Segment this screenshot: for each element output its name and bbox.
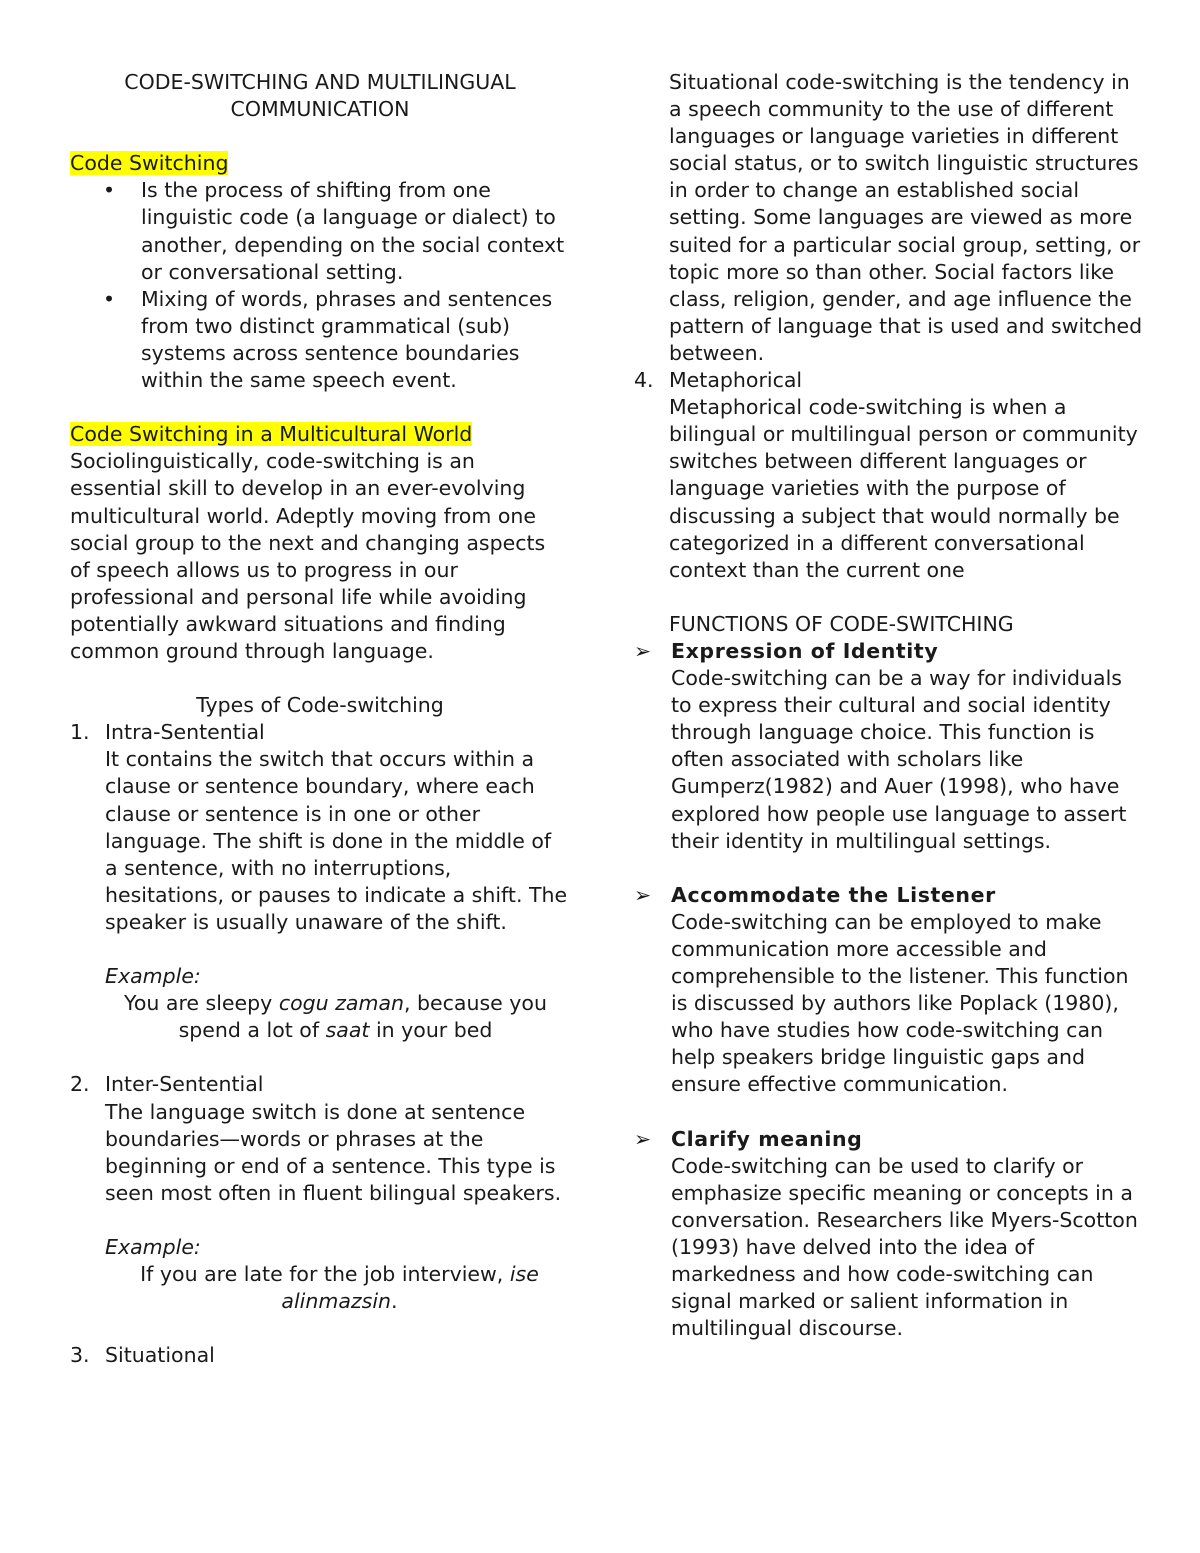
- function-item-identity: [634, 638, 1146, 855]
- function-item-accommodate: [634, 882, 1146, 1099]
- functions-heading-wrap: [634, 611, 1146, 638]
- list-item: [70, 286, 570, 394]
- section-heading-code-switching: [70, 150, 570, 177]
- functions-heading: FUNCTIONS OF CODE-SWITCHING: [669, 611, 1014, 636]
- bullet-text: Mixing of words, phrases and sentences from two distinct grammatical (sub) systems across sentence boundaries within the same speech event.: [141, 286, 553, 393]
- title-line-2: COMMUNICATION: [230, 97, 410, 122]
- function-title: Clarify meaning: [671, 1126, 863, 1151]
- type-description: Situational code-switching is the tendency in a speech community to the use of different languages or language varieties in different social status, or to switch linguistic structures in order to change an established social setting. Some languages are viewed as more suited for a particular social group, setting, or topic more so than other. Social factors like class, religion, gender, and age influence the pattern of language that is used and switched between.: [669, 70, 1143, 365]
- type-name: Metaphorical: [669, 368, 803, 393]
- example-text: You are sleepy: [124, 991, 279, 1016]
- highlighted-heading: Code Switching in a Multicultural World: [70, 422, 473, 447]
- bullet-icon: •: [103, 286, 116, 311]
- list-number: 2.: [70, 1072, 90, 1097]
- bullet-icon: •: [103, 178, 116, 203]
- type-description: The language switch is done at sentence boundaries—words or phrases at the beginning or end of a sentence. This type is seen most often in fluent bilingual speakers.: [105, 1099, 562, 1205]
- function-body: Code-switching can be a way for individuals to express their cultural and social identity through language choice. This function is often associated with scholars like Gumperz(1982) and Auer (1998), who have explored how people use language to assert their identity in multilingual settings.: [671, 666, 1127, 853]
- bullet-text: Is the process of shifting from one linguistic code (a language or dialect) to another, depending on the social context or conversational setting.: [141, 178, 565, 284]
- document-title: [70, 69, 570, 123]
- types-heading: Types of Code-switching: [196, 693, 444, 718]
- type-description: Metaphorical code-switching is when a bilingual or multilingual person or community switches between different languages or language varieties with the purpose of discussing a subject that would normally be categorized in a different conversational context than the current one: [669, 395, 1138, 582]
- example-sentence: [105, 990, 570, 1044]
- arrow-bullet-icon: ➢: [634, 882, 652, 907]
- function-item-clarify: [634, 1126, 1146, 1343]
- list-item: [70, 177, 570, 285]
- example-foreign-text: ise alinmazsin: [281, 1262, 539, 1314]
- list-number: 3.: [70, 1343, 90, 1368]
- type-item-inter-sentential: [70, 1071, 570, 1315]
- example-sentence: [105, 1261, 570, 1315]
- highlighted-heading: Code Switching: [70, 151, 229, 176]
- type-description: It contains the switch that occurs within a clause or sentence boundary, where each clause or sentence is in one or other language. The shift is done in the middle of a sentence, with no interruptions, hesitations, or pauses to indicate a shift. The speaker is usually unaware of the shift.: [105, 747, 568, 934]
- example-foreign-text: saat: [325, 1018, 370, 1043]
- function-title: Accommodate the Listener: [671, 882, 996, 907]
- left-column: [70, 69, 570, 1370]
- type-name: Intra-Sentential: [105, 720, 265, 745]
- type-name: Inter-Sentential: [105, 1072, 264, 1097]
- function-body: Code-switching can be employed to make communication more accessible and comprehensible to the listener. This function is discussed by authors like Poplack (1980), who have studies how code-switching can help speakers bridge linguistic gaps and ensure effective communication.: [671, 909, 1129, 1097]
- multicultural-paragraph: Sociolinguistically, code-switching is an essential skill to develop in an ever-evolving multicultural world. Adeptly moving from one social group to the next and changing aspects of speech allows us to progress in our professional and personal life while avoiding potentially awkward situations and finding common ground through language.: [70, 449, 546, 663]
- example-label: Example:: [105, 1235, 201, 1260]
- arrow-bullet-icon: ➢: [634, 1126, 652, 1151]
- title-line-1: CODE-SWITCHING AND MULTILINGUAL: [124, 70, 516, 94]
- list-number: 4.: [634, 368, 654, 393]
- section-heading-multicultural: [70, 421, 570, 448]
- example-label: Example:: [105, 964, 201, 989]
- arrow-bullet-icon: ➢: [634, 638, 652, 663]
- example-foreign-text: cogu zaman: [278, 991, 404, 1016]
- type-name: Situational: [105, 1343, 215, 1368]
- function-body: Code-switching can be used to clarify or emphasize specific meaning or concepts in a conversation. Researchers like Myers-Scotton (1993) have delved into the idea of markedness and how code-switching can signal marked or salient information in multilingual discourse.: [671, 1153, 1138, 1341]
- type-item-situational: [70, 1342, 570, 1369]
- type-item-situational-continued: [634, 69, 1146, 367]
- list-number: 1.: [70, 720, 90, 745]
- example-text: in your bed: [369, 1018, 493, 1043]
- example-text: , because you spend a lot of: [178, 991, 547, 1043]
- function-title: Expression of Identity: [671, 638, 939, 663]
- type-item-metaphorical: [634, 367, 1146, 584]
- type-item-intra-sentential: [70, 719, 570, 1044]
- example-text: .: [391, 1289, 398, 1314]
- example-text: If you are late for the job interview,: [140, 1262, 510, 1287]
- right-column: [634, 69, 1146, 1342]
